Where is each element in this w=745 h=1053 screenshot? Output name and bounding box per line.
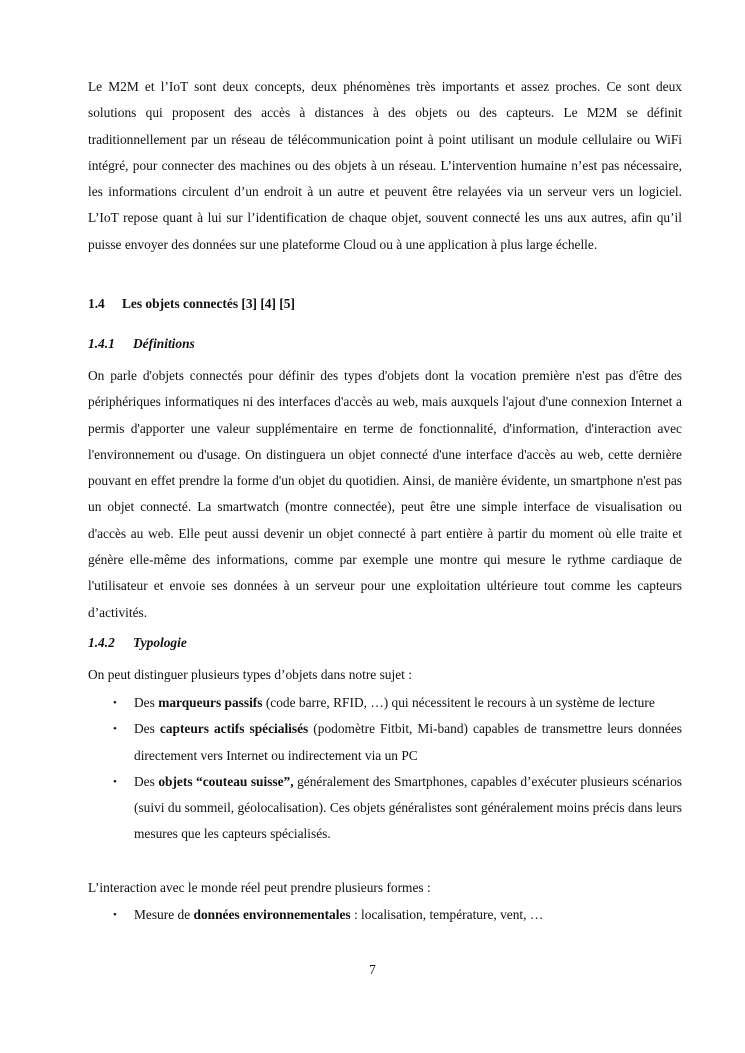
list-item-bold: capteurs actifs spécialisés [159,721,309,737]
list-item-text: (code barre, RFID, …) qui nécessitent le recours à un système de lecture [262,695,655,710]
object-types-list [88,690,682,848]
list-item-prefix: Des [134,721,160,737]
list-item-prefix: Mesure de [134,907,194,922]
typologie-intro: On peut distinguer plusieurs types d’objets dans notre sujet : [88,667,412,682]
bullet-icon: • [113,775,117,788]
interaction-list [88,902,682,928]
section-number: 1.4 [88,296,105,311]
list-item-prefix: Des [134,695,159,710]
subsection-number: 1.4.1 [88,336,115,351]
list-item-text: : localisation, température, vent, … [350,907,544,922]
list-item [88,902,682,928]
list-item [88,716,682,769]
bullet-icon: • [113,697,117,709]
bullet-icon: • [113,909,117,921]
subsection-title: Définitions [133,336,195,351]
list-item-bold: objets “couteau suisse”, [158,773,294,789]
list-item-bold: marqueurs passifs [158,695,263,710]
definitions-paragraph: On parle d'objets connectés pour définir des types d'objets dont la vocation première n'est pas d'être des périphériques informatiques ni des interfaces d'accès au web, mais auxquels l'ajout d'une connexion Internet a permis d'apporter une valeur supplémentaire en terme de fonctionnalité, d'information, d'interaction avec l'environnement ou d'usage. On distinguera un objet connecté d'une interface d'accès au web, cette dernière pouvant en effet prendre la forme d'un objet du quotidien. Ainsi, de manière évidente, un smartphone n'est pas un objet connecté. La smartwatch (montre connectée), peut être une simple interface de visualisation ou d'accès au web. Elle peut aussi devenir un objet connecté à part entière à partir du moment où elle traite et génère elle-même des informations, comme par exemple une montre qui mesure le rythme cardiaque de l'utilisateur et envoie ses données à un serveur pour une exploitation ultérieure tout comme les capteurs d’activités. [88,368,682,620]
section-heading [88,294,295,314]
list-item [88,769,682,848]
subsection-title: Typologie [133,635,187,650]
list-item-bold: données environnementales [193,907,351,922]
subsection-heading-definitions [88,334,195,354]
bullet-icon: • [113,723,117,736]
list-item-text: (podomètre Fitbit, Mi-band) capables de transmettre leurs données directement vers Internet ou indirectement via un PC [134,721,682,763]
list-item [88,690,682,716]
list-item-prefix: Des [134,773,159,789]
list-item-text: généralement des Smartphones, capables d’exécuter plusieurs scénarios (suivi du sommeil, géolocalisation). Ces objets généralistes sont généralement moins précis dans leurs mesures que les capteurs spécialisés. [134,773,682,842]
subsection-heading-typologie [88,633,187,653]
section-title: Les objets connectés [3] [4] [5] [122,296,295,311]
interaction-intro: L’interaction avec le monde réel peut prendre plusieurs formes : [88,880,431,895]
intro-paragraph: Le M2M et l’IoT sont deux concepts, deux phénomènes très importants et assez proches. Ce sont deux solutions qui proposent des accès à distances à des objets ou des capteurs. Le M2M se définit traditionnellement par un réseau de télécommunication point à point utilisant un module cellulaire ou WiFi intégré, pour connecter des machines ou des objets à un réseau. L’intervention humaine n’est pas nécessaire, les informations circulent d’un endroit à un autre et peuvent être relayées via un serveur vers un logiciel. L’IoT repose quant à lui sur l’identification de chaque objet, souvent connecté les uns aux autres, afin qu’il puisse envoyer des données sur une plateforme Cloud ou à une application à plus large échelle. [88,79,682,252]
subsection-number: 1.4.2 [88,635,115,650]
page-number: 7 [369,962,376,977]
